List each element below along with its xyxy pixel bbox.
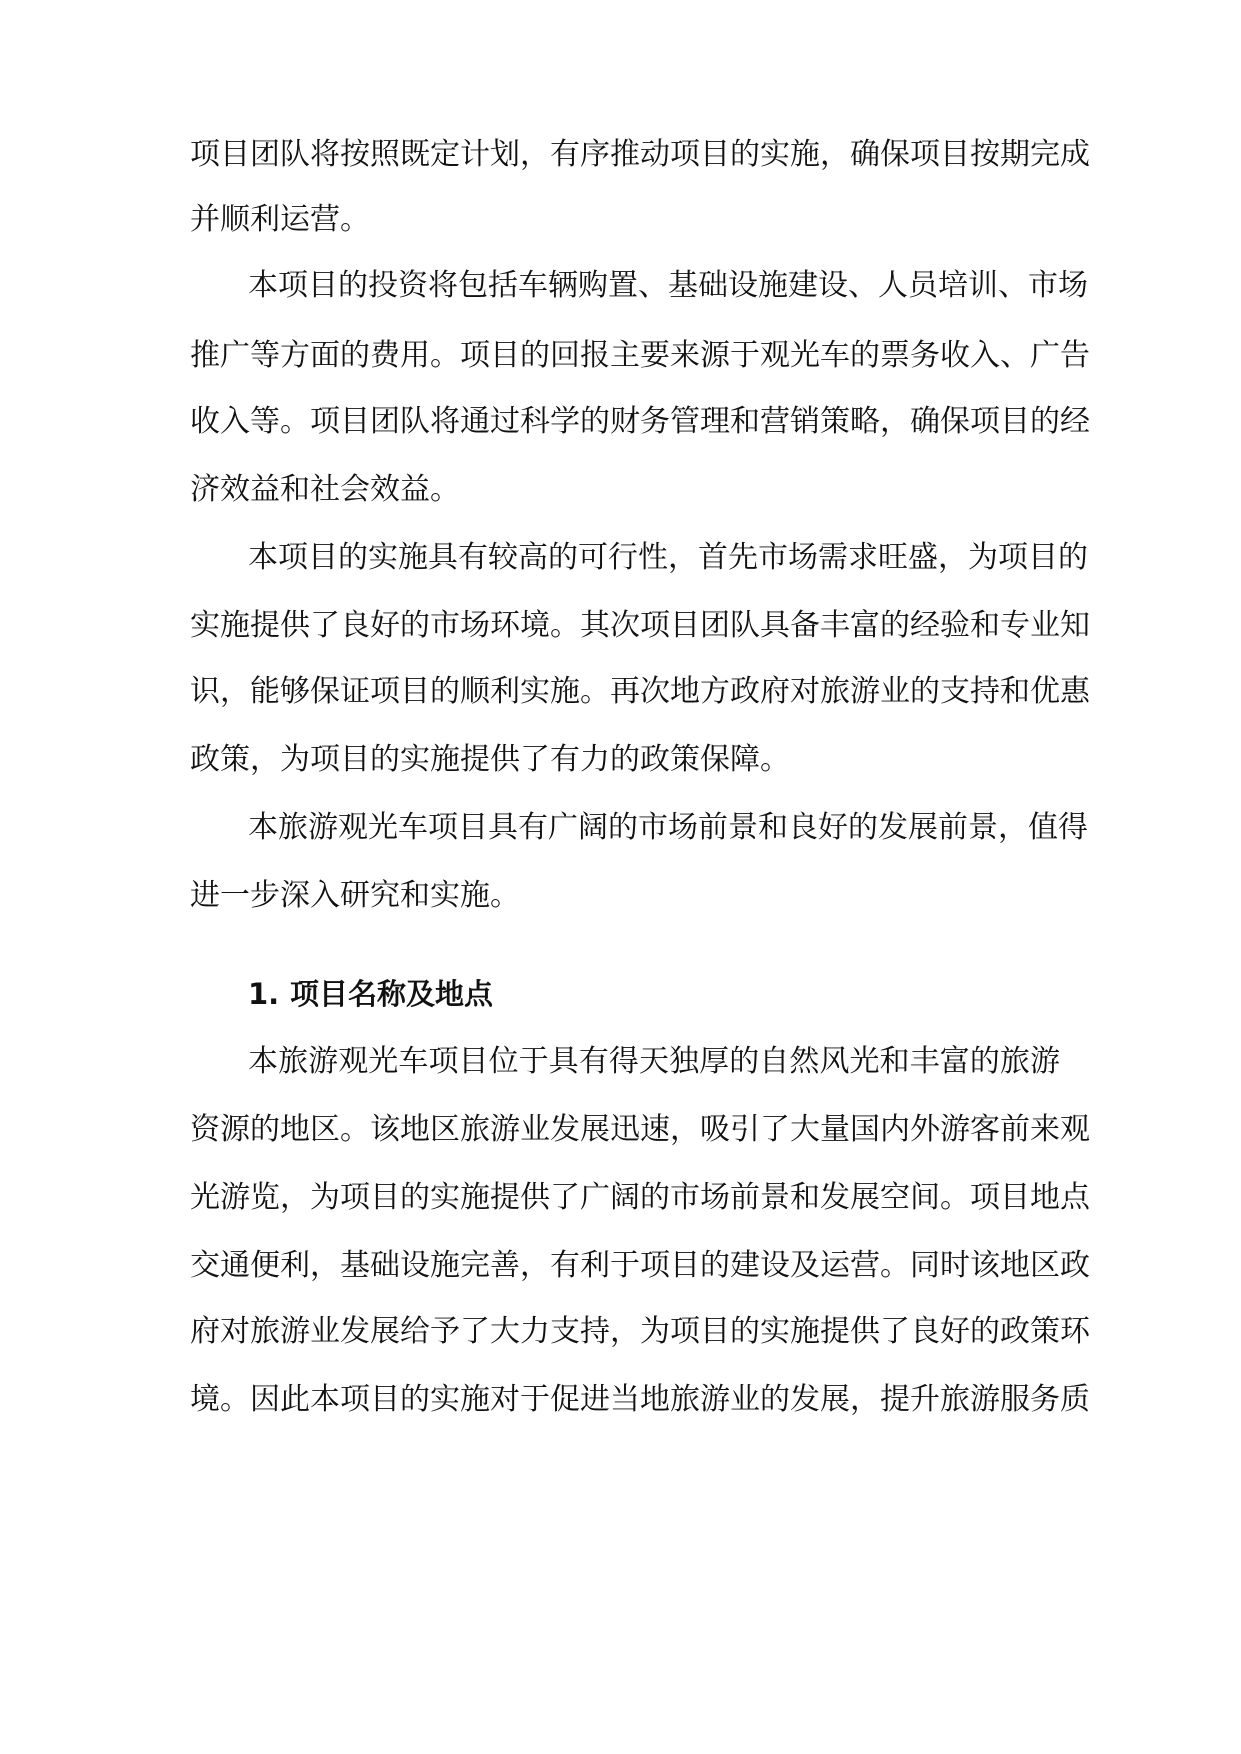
paragraph-line: 本项目的实施具有较高的可行性，首先市场需求旺盛，为项目的: [248, 540, 1088, 575]
paragraph-line: 政策，为项目的实施提供了有力的政策保障。: [190, 742, 790, 777]
paragraph-line: 交通便利，基础设施完善，有利于项目的建设及运营。同时该地区政: [190, 1248, 1090, 1283]
paragraph-line: 本项目的投资将包括车辆购置、基础设施建设、人员培训、市场: [248, 268, 1088, 303]
paragraph-line: 资源的地区。该地区旅游业发展迅速，吸引了大量国内外游客前来观: [190, 1112, 1090, 1147]
paragraph-line: 进一步深入研究和实施。: [190, 878, 520, 913]
paragraph-line: 济效益和社会效益。: [190, 472, 460, 507]
paragraph-line: 光游览，为项目的实施提供了广阔的市场前景和发展空间。项目地点: [190, 1180, 1090, 1215]
paragraph-line: 本旅游观光车项目位于具有得天独厚的自然风光和丰富的旅游: [248, 1044, 1060, 1079]
paragraph-line: 识，能够保证项目的顺利实施。再次地方政府对旅游业的支持和优惠: [190, 674, 1090, 709]
paragraph-line: 收入等。项目团队将通过科学的财务管理和营销策略，确保项目的经: [190, 404, 1090, 439]
section-number: 1.: [248, 977, 280, 1011]
paragraph-line: 推广等方面的费用。项目的回报主要来源于观光车的票务收入、广告: [190, 338, 1090, 373]
paragraph-line: 项目团队将按照既定计划，有序推动项目的实施，确保项目按期完成: [190, 137, 1090, 172]
paragraph-line: 境。因此本项目的实施对于促进当地旅游业的发展，提升旅游服务质: [190, 1382, 1090, 1417]
paragraph-line: 实施提供了良好的市场环境。其次项目团队具备丰富的经验和专业知: [190, 608, 1090, 643]
paragraph-line: 并顺利运营。: [190, 202, 370, 237]
section-title: 项目名称及地点: [290, 977, 494, 1011]
section-heading: [248, 974, 493, 1014]
paragraph-line: 本旅游观光车项目具有广阔的市场前景和良好的发展前景，值得: [248, 810, 1088, 845]
paragraph-line: 府对旅游业发展给予了大力支持，为项目的实施提供了良好的政策环: [190, 1314, 1090, 1349]
